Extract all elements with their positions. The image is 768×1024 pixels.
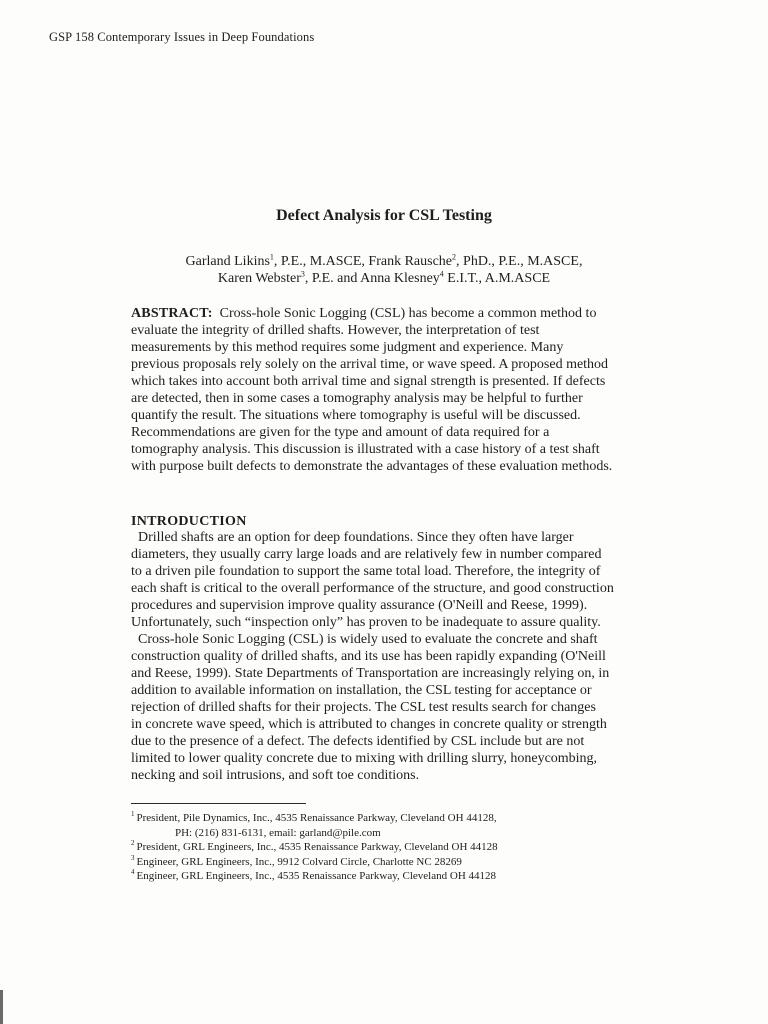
body-line: to a driven pile foundation to support the same total load. Therefore, the integrity of xyxy=(131,564,601,579)
abstract-line: with purpose built defects to demonstrate the advantages of these evaluation methods. xyxy=(131,459,613,474)
abstract-line: are detected, then in some cases a tomography analysis may be helpful to further xyxy=(131,391,583,406)
section-heading: INTRODUCTION xyxy=(131,514,247,529)
footnote-mark: 3 xyxy=(131,853,135,862)
abstract-line: tomography analysis. This discussion is illustrated with a case history of a test shaft xyxy=(131,442,600,457)
body-line: addition to available information on installation, the CSL testing for acceptance or xyxy=(131,683,592,698)
footnote xyxy=(131,811,631,826)
paper-title: Defect Analysis for CSL Testing xyxy=(276,207,492,224)
author-line-2 xyxy=(0,270,768,287)
body-line: Unfortunately, such “inspection only” has proven to be inadequate to assure quality. xyxy=(131,615,601,630)
abstract-line: measurements by this method requires some judgment and experience. Many xyxy=(131,340,564,355)
footnote-mark: 1 xyxy=(131,810,135,819)
body-line: each shaft is critical to the overall performance of the structure, and good construction xyxy=(131,581,614,596)
footnote-text: President, Pile Dynamics, Inc., 4535 Renaissance Parkway, Cleveland OH 44128, xyxy=(136,812,497,824)
abstract-line xyxy=(131,305,631,322)
abstract-label: ABSTRACT: xyxy=(131,306,213,321)
footnote-ref: 2 xyxy=(452,252,457,262)
footnote-text: President, GRL Engineers, Inc., 4535 Renaissance Parkway, Cleveland OH 44128 xyxy=(136,841,498,853)
body-line: rejection of drilled shafts for their projects. The CSL test results search for changes xyxy=(131,700,596,715)
footnote-text: Engineer, GRL Engineers, Inc., 4535 Renaissance Parkway, Cleveland OH 44128 xyxy=(136,870,497,882)
abstract-line: evaluate the integrity of drilled shafts. However, the interpretation of test xyxy=(131,323,540,338)
scan-edge-mark xyxy=(0,990,3,1024)
author-affil: , P.E., M.ASCE, Frank Rausche xyxy=(273,254,453,269)
footnote-ref: 4 xyxy=(439,269,444,279)
author-affil: E.I.T., A.M.ASCE xyxy=(443,271,551,286)
body-line: and Reese, 1999). State Departments of Transportation are increasingly relying on, in xyxy=(131,666,610,681)
footnote-mark: 2 xyxy=(131,839,135,848)
footnote-text: Engineer, GRL Engineers, Inc., 9912 Colvard Circle, Charlotte NC 28269 xyxy=(136,855,462,868)
body-line: limited to lower quality concrete due to mixing with drilling slurry, honeycombing, xyxy=(131,751,598,766)
abstract-text: Cross-hole Sonic Logging (CSL) has become a common method to xyxy=(212,306,597,321)
author-affil: , P.E. and Anna Klesney xyxy=(304,271,440,286)
body-line: in concrete wave speed, which is attributed to changes in concrete quality or strength xyxy=(131,717,607,732)
author-list xyxy=(0,253,768,287)
abstract-line: Recommendations are given for the type and amount of data required for a xyxy=(131,425,550,440)
body-line: necking and soil intrusions, and soft toe conditions. xyxy=(131,768,420,783)
footnote-continuation: PH: (216) 831-6131, email: garland@pile.com xyxy=(175,826,381,839)
footnote-ref: 1 xyxy=(269,252,274,262)
author-name: Karen Webster xyxy=(217,271,301,286)
footnote-mark: 4 xyxy=(131,868,135,877)
introduction-body xyxy=(131,529,631,784)
abstract xyxy=(131,305,631,475)
body-line: Drilled shafts are an option for deep foundations. Since they often have larger xyxy=(138,530,574,545)
abstract-line: previous proposals rely solely on the arrival time, or wave speed. A proposed method xyxy=(131,357,609,372)
abstract-line: quantify the result. The situations where tomography is useful will be discussed. xyxy=(131,408,581,423)
footnotes xyxy=(131,811,631,884)
body-line: Cross-hole Sonic Logging (CSL) is widely used to evaluate the concrete and shaft xyxy=(138,632,598,647)
body-line: construction quality of drilled shafts, and its use has been rapidly expanding (O'Neill xyxy=(131,649,606,664)
abstract-line: which takes into account both arrival time and signal strength is presented. If defects xyxy=(131,374,606,389)
running-head: GSP 158 Contemporary Issues in Deep Foundations xyxy=(49,30,315,44)
body-line: due to the presence of a defect. The defects identified by CSL include but are not xyxy=(131,734,585,749)
footnote-ref: 3 xyxy=(300,269,305,279)
body-line: diameters, they usually carry large loads and are relatively few in number compared xyxy=(131,547,602,562)
footnote-separator xyxy=(131,803,306,804)
footnote xyxy=(131,840,631,855)
author-name: Garland Likins xyxy=(185,254,270,269)
body-line: procedures and supervision improve quality assurance (O'Neill and Reese, 1999). xyxy=(131,598,588,613)
footnote xyxy=(131,869,631,884)
author-line-1 xyxy=(0,253,768,270)
author-affil: , PhD., P.E., M.ASCE, xyxy=(456,254,583,269)
footnote xyxy=(131,855,631,870)
